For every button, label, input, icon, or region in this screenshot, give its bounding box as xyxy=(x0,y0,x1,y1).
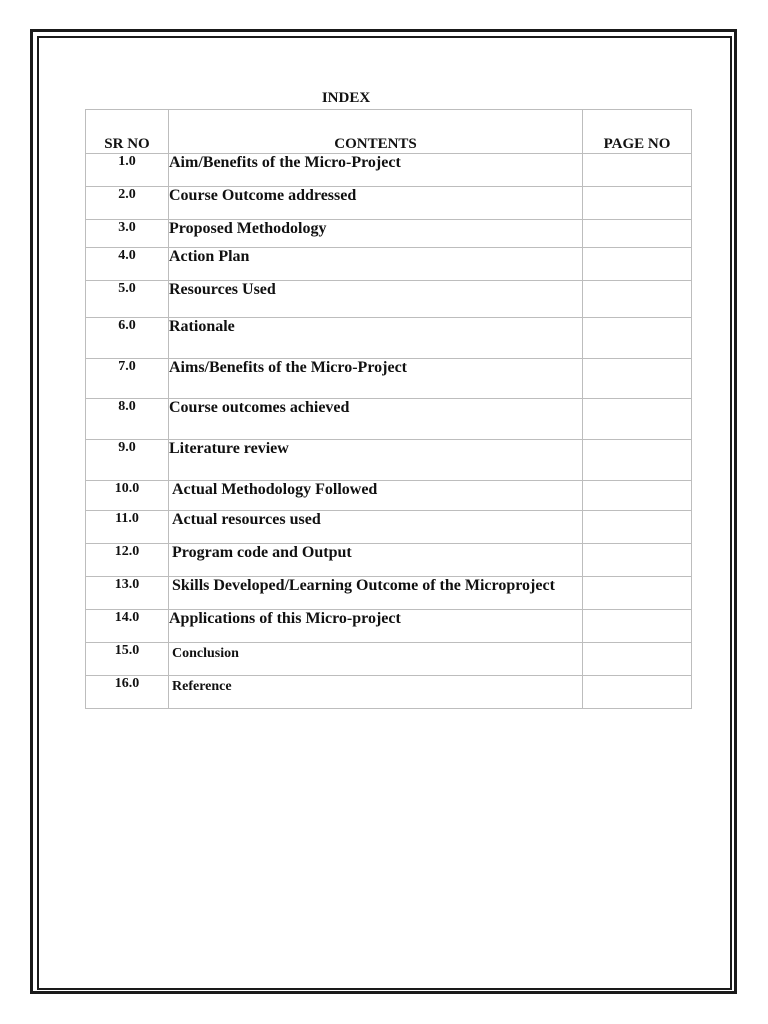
content-cell: Skills Developed/Learning Outcome of the Microproject xyxy=(169,577,583,610)
sr-cell: 2.0 xyxy=(86,187,169,220)
index-title: INDEX xyxy=(321,90,371,106)
sr-cell: 11.0 xyxy=(86,511,169,544)
sr-cell: 12.0 xyxy=(86,544,169,577)
content-cell: Aims/Benefits of the Micro-Project xyxy=(169,359,583,399)
page-cell xyxy=(583,610,692,643)
header-row xyxy=(86,110,692,154)
header-contents: CONTENTS xyxy=(169,110,583,154)
table-row xyxy=(86,544,692,577)
content-cell: Rationale xyxy=(169,318,583,359)
sr-cell: 5.0 xyxy=(86,281,169,318)
content-cell: Applications of this Micro-project xyxy=(169,610,583,643)
content-cell: Action Plan xyxy=(169,248,583,281)
table-row xyxy=(86,511,692,544)
sr-cell: 1.0 xyxy=(86,154,169,187)
page-cell xyxy=(583,187,692,220)
page-cell xyxy=(583,577,692,610)
sr-cell: 3.0 xyxy=(86,220,169,248)
table-row xyxy=(86,610,692,643)
table-row xyxy=(86,643,692,676)
page-cell xyxy=(583,544,692,577)
page-cell xyxy=(583,399,692,440)
content-cell: Resources Used xyxy=(169,281,583,318)
content-cell: Literature review xyxy=(169,440,583,481)
page-cell xyxy=(583,511,692,544)
table-row xyxy=(86,440,692,481)
content-cell: Actual resources used xyxy=(169,511,583,544)
table-row xyxy=(86,248,692,281)
table-row xyxy=(86,281,692,318)
page-cell xyxy=(583,220,692,248)
sr-cell: 4.0 xyxy=(86,248,169,281)
page-cell xyxy=(583,281,692,318)
table-row xyxy=(86,577,692,610)
table-row xyxy=(86,676,692,709)
sr-cell: 10.0 xyxy=(86,481,169,511)
table-row xyxy=(86,187,692,220)
header-page-no: PAGE NO xyxy=(583,110,692,154)
sr-cell: 13.0 xyxy=(86,577,169,610)
content-cell: Reference xyxy=(169,676,583,709)
sr-cell: 7.0 xyxy=(86,359,169,399)
content-cell: Course outcomes achieved xyxy=(169,399,583,440)
sr-cell: 6.0 xyxy=(86,318,169,359)
content-cell: Program code and Output xyxy=(169,544,583,577)
sr-cell: 8.0 xyxy=(86,399,169,440)
table-row xyxy=(86,481,692,511)
page-cell xyxy=(583,676,692,709)
content-cell: Actual Methodology Followed xyxy=(169,481,583,511)
table-row xyxy=(86,399,692,440)
table-row xyxy=(86,318,692,359)
page-cell xyxy=(583,481,692,511)
content-cell: Aim/Benefits of the Micro-Project xyxy=(169,154,583,187)
sr-cell: 16.0 xyxy=(86,676,169,709)
page-cell xyxy=(583,248,692,281)
table-row xyxy=(86,154,692,187)
page-cell xyxy=(583,440,692,481)
page-cell xyxy=(583,359,692,399)
table-row xyxy=(86,220,692,248)
sr-cell: 9.0 xyxy=(86,440,169,481)
sr-cell: 15.0 xyxy=(86,643,169,676)
table-row xyxy=(86,359,692,399)
page-cell xyxy=(583,643,692,676)
content-cell: Proposed Methodology xyxy=(169,220,583,248)
content-cell: Conclusion xyxy=(169,643,583,676)
sr-cell: 14.0 xyxy=(86,610,169,643)
page-cell xyxy=(583,154,692,187)
index-table xyxy=(85,109,692,709)
content-cell: Course Outcome addressed xyxy=(169,187,583,220)
page-cell xyxy=(583,318,692,359)
header-sr-no: SR NO xyxy=(86,110,169,154)
